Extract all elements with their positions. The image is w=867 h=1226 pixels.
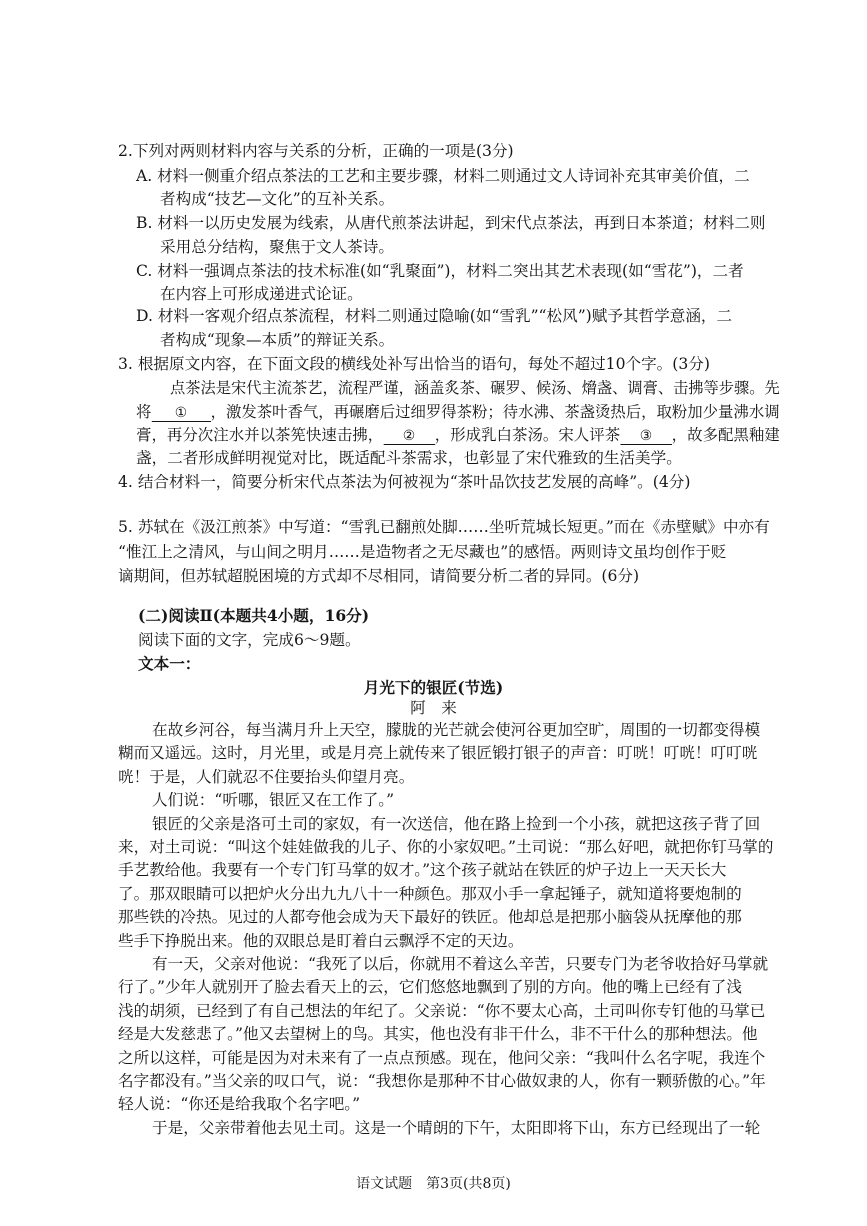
q2-option-b-line2: 采用总分结构，聚焦于文人茶诗。 bbox=[160, 238, 394, 256]
q3-passage-line2 bbox=[136, 402, 780, 422]
story-title: 月光下的银匠(节选) bbox=[363, 678, 504, 697]
story-author: 阿 来 bbox=[410, 699, 457, 717]
q3-text-segment: ，故多配黑釉建 bbox=[671, 426, 780, 444]
q5-line3: 谪期间，但苏轼超脱困境的方式却不尽相同，请简要分析二者的异同。(6分) bbox=[118, 567, 640, 585]
story-line: 行了。”少年人就别开了脸去看天上的云，它们悠悠地飘到了别的方向。他的嘴上已经有了浅 bbox=[118, 978, 742, 996]
story-line: 些手下挣脱出来。他的双眼总是盯着白云飘浮不定的天边。 bbox=[118, 932, 524, 950]
story-line: 来，对土司说：“叫这个娃娃做我的儿子、你的小家奴吧。”土司说：“那么好吧，就把你钉马掌的 bbox=[118, 838, 774, 856]
q2-option-d-line2: 者构成“现象—本质”的辩证关系。 bbox=[160, 331, 395, 349]
story-line: 了。那双眼睛可以把炉火分出九九八十一种颜色。那双小手一拿起锤子，就知道将要炮制的 bbox=[118, 885, 742, 903]
section-instruction: 阅读下面的文字，完成6～9题。 bbox=[138, 631, 361, 649]
q2-option-a-line2: 者构成“技艺—文化”的互补关系。 bbox=[160, 190, 395, 208]
q3-text-segment: 膏，再分次注水并以茶筅快速击拂， bbox=[136, 426, 384, 444]
q3-text-segment: ，形成乳白茶汤。宋人评茶 bbox=[434, 426, 621, 444]
q2-option-b-line1: B. 材料一以历史发展为线索，从唐代煎茶法讲起，到宋代点茶法，再到日本茶道；材料二则 bbox=[136, 214, 766, 232]
q2-option-c-line2: 在内容上可形成递进式论证。 bbox=[160, 285, 363, 303]
q2-option-c-line1: C. 材料一强调点茶法的技术标准(如“乳聚面”)，材料二突出其艺术表现(如“雪花”)，二者 bbox=[136, 262, 744, 280]
story-line: 咣！于是，人们就忍不住要抬头仰望月亮。 bbox=[118, 768, 415, 786]
story-line: 于是，父亲带着他去见土司。这是一个晴朗的下午，太阳即将下山，东方已经现出了一轮 bbox=[152, 1119, 761, 1137]
page-footer: 语文试题 第3页(共8页) bbox=[356, 1176, 511, 1192]
q3-text-segment: ，激发茶叶香气，再碾磨后过细罗得茶粉；待水沸、茶盏烫热后，取粉加少量沸水调 bbox=[210, 403, 780, 421]
q2-option-d-line1: D. 材料一客观介绍点茶流程，材料二则通过隐喻(如“雪乳”“松风”)赋予其哲学意涵，二 bbox=[136, 307, 733, 325]
story-line: 那些铁的冷热。见过的人都夸他会成为天下最好的铁匠。他却总是把那小脑袋从抚摩他的那 bbox=[118, 908, 742, 926]
q4-stem: 4. 结合材料一，简要分析宋代点茶法为何被视为“茶叶品饮技艺发展的高峰”。(4分) bbox=[118, 473, 691, 491]
q2-option-a-line1: A. 材料一侧重介绍点茶法的工艺和主要步骤，材料二则通过文人诗词补充其审美价值，二 bbox=[136, 167, 750, 185]
text-one-label: 文本一： bbox=[138, 654, 201, 673]
story-line: 有一天，父亲对他说：“我死了以后，你就用不着这么辛苦，只要专门为老爷收拾好马掌就 bbox=[152, 955, 769, 973]
section-heading: (二)阅读Ⅱ(本题共4小题，16分) bbox=[138, 606, 370, 625]
story-line: 在故乡河谷，每当满月升上天空，朦胧的光芒就会使河谷更加空旷，周围的一切都变得模 bbox=[152, 721, 761, 739]
q3-passage-line3 bbox=[136, 425, 780, 445]
q5-line2: “惟江上之清风，与山间之明月……是造物者之无尽藏也”的感悟。两则诗文虽均创作于贬 bbox=[118, 543, 727, 561]
story-line: 糊而又遥远。这时，月光里，或是月亮上就传来了银匠锻打银子的声音：叮咣！叮咣！叮叮咣 bbox=[118, 744, 758, 762]
q2-stem: 2.下列对两则材料内容与关系的分析，正确的一项是(3分) bbox=[118, 142, 514, 160]
story-line: 之所以这样，可能是因为对未来有了一点点预感。现在，他问父亲：“我叫什么名字呢，我连个 bbox=[118, 1049, 766, 1067]
q3-passage-line4: 盏，二者形成鲜明视觉对比，既适配斗茶需求，也彰显了宋代雅致的生活美学。 bbox=[136, 449, 682, 467]
story-line: 名字都没有。”当父亲的叹口气，说：“我想你是那种不甘心做奴隶的人，你有一颗骄傲的心。”年 bbox=[118, 1072, 766, 1090]
story-line: 银匠的父亲是洛可土司的家奴，有一次送信，他在路上捡到一个小孩，就把这孩子背了回 bbox=[152, 815, 761, 833]
q3-text-segment: 将 bbox=[136, 403, 152, 421]
fill-blank-2[interactable]: ② bbox=[383, 428, 435, 445]
story-line: 人们说：“听哪，银匠又在工作了。” bbox=[152, 791, 395, 809]
q3-stem: 3. 根据原文内容，在下面文段的横线处补写出恰当的语句，每处不超过10个字。(3分) bbox=[118, 355, 710, 373]
fill-blank-1[interactable]: ① bbox=[151, 405, 210, 422]
story-line: 经是大发慈悲了。”他又去望树上的鸟。其实，他也没有非干什么，非不干什么的那种想法。他 bbox=[118, 1025, 758, 1043]
q3-passage-line1: 点茶法是宋代主流茶艺，流程严谨，涵盖炙茶、碾罗、候汤、熁盏、调膏、击拂等步骤。先 bbox=[170, 379, 780, 397]
story-line: 手艺教给他。我要有一个专门钉马掌的奴才。”这个孩子就站在铁匠的炉子边上一天天长大 bbox=[118, 861, 727, 879]
story-line: 轻人说：“你还是给我取个名字吧。” bbox=[118, 1095, 361, 1113]
story-line: 浅的胡须，已经到了有自己想法的年纪了。父亲说：“你不要太心高，土司叫你专钉他的马掌已 bbox=[118, 1002, 766, 1020]
q5-line1: 5. 苏轼在《汲江煎茶》中写道：“雪乳已翻煎处脚……坐听荒城长短更。”而在《赤壁赋》中亦有 bbox=[118, 518, 770, 536]
fill-blank-3[interactable]: ③ bbox=[620, 428, 672, 445]
